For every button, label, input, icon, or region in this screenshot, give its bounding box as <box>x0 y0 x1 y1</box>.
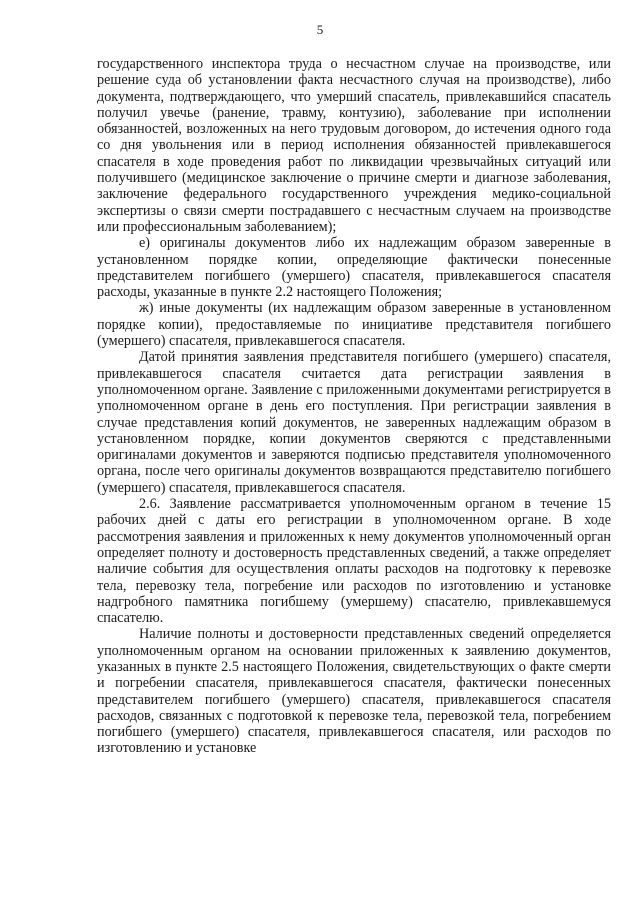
paragraph-continuation: государственного инспектора труда о несчастном случае на производстве, или решение суда об установлении факта несчастного случая на производстве), либо документа, подтверждающего, что умерший спасатель, привлекавшийся спасатель получил увечье (ранение, травму, контузию), заболевание при исполнении обязанностей, возложенных на него трудовым договором, до истечения одного года со дня увольнения или в период исполнения обязанностей привлекавшегося спасателя в ходе проведения работ по ликвидации чрезвычайных ситуаций или получившего (медицинское заключение о причине смерти и диагнозе заболевания, заключение федерального государственного учреждения медико-социальной экспертизы о связи смерти пострадавшего с несчастным случаем на производстве или профессиональным заболеванием); <box>97 56 611 235</box>
paragraph-item-zh: ж) иные документы (их надлежащим образом заверенные в установленном порядке копии), предоставляемые по инициативе представителя погибшего (умершего) спасателя, привлекавшегося спасателя. <box>97 300 611 350</box>
paragraph-item-e: е) оригиналы документов либо их надлежащим образом заверенные в установленном порядке копии, определяющие фактически понесенные представителем погибшего (умершего) спасателя, привлекавшегося спасателя расходы, указанные в пункте 2.2 настоящего Положения; <box>97 235 611 301</box>
paragraph-completeness: Наличие полноты и достоверности представленных сведений определяется уполномоченным органом на основании приложенных к заявлению документов, указанных в пункте 2.5 настоящего Положения, свидетельствующих о факте смерти и погребении спасателя, привлекавшегося спасателя, фактически понесенных представителем погибшего (умершего) спасателя, привлекавшегося спасателя расходов, связанных с подготовкой к перевозке тела, перевозкой тела, погребением погибшего (умершего) спасателя, привлекавшегося спасателя, или расходов по изготовлению и установке <box>97 626 611 757</box>
page-number: 5 <box>316 22 324 37</box>
paragraph-section-2-6: 2.6. Заявление рассматривается уполномоченным органом в течение 15 рабочих дней с даты его регистрации в уполномоченном органе. В ходе рассмотрения заявления и приложенных к нему документов уполномоченный орган определяет полноту и достоверность представленных сведений, а также определяет наличие события для осуществления оплаты расходов на подготовку к перевозке тела, перевозку тела, погребение или расходов по изготовлению и установке надгробного памятника погибшему (умершему) спасателю, привлекавшемуся спасателю. <box>97 496 611 627</box>
paragraph-application-date: Датой принятия заявления представителя погибшего (умершего) спасателя, привлекавшегося спасателя считается дата регистрации заявления в уполномоченном органе. Заявление с приложенными документами регистрируется в уполномоченном органе в день его поступления. При регистрации заявления в случае представления копий документов, не заверенных надлежащим образом в установленном порядке, копии документов сверяются с представленными оригиналами документов и заверяются подписью представителя уполномоченного органа, после чего оригиналы документов возвращаются представителю погибшего (умершего) спасателя, привлекавшегося спасателя. <box>97 349 611 496</box>
document-body <box>97 56 611 757</box>
